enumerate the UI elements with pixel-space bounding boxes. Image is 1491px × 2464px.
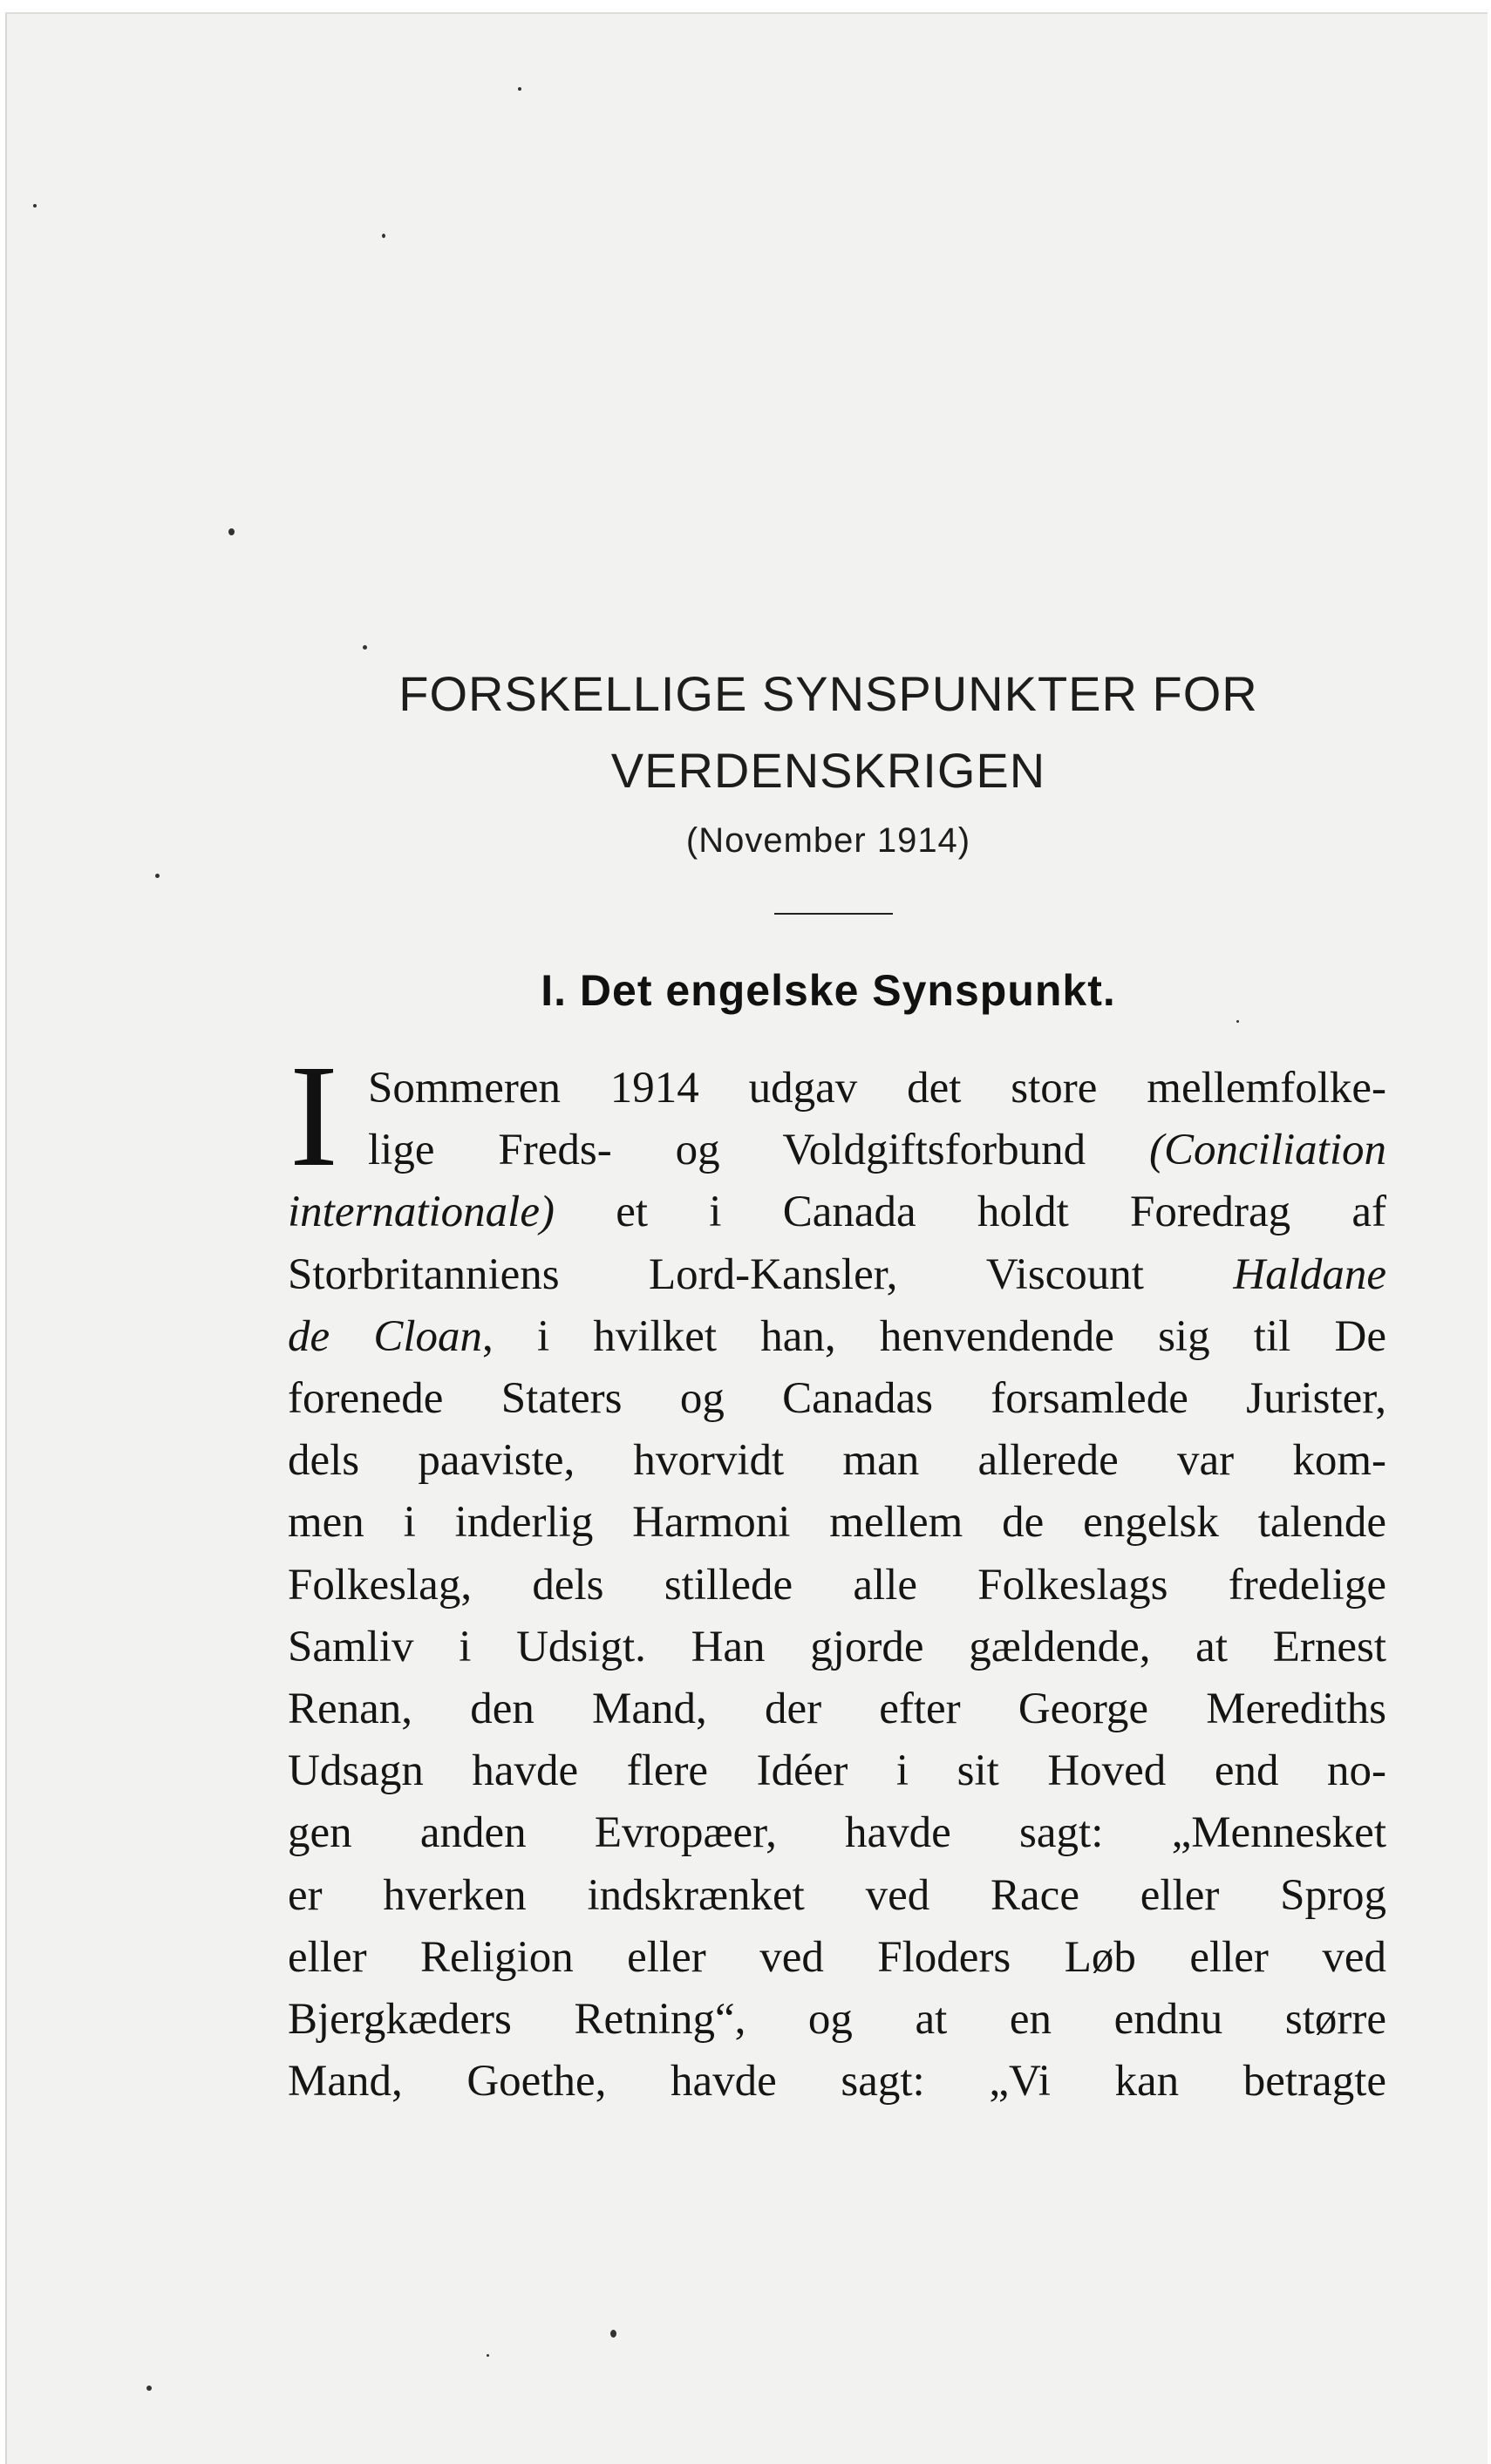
text-line: er hverken indskrænket ved Race eller Sprog bbox=[288, 1870, 1386, 1920]
text-line: internationale) et i Canada holdt Foredrag af bbox=[288, 1188, 1386, 1237]
text-line: forenede Staters og Canadas forsamlede Jurister, bbox=[288, 1374, 1386, 1424]
italic-name: de Cloan bbox=[288, 1311, 483, 1361]
document-title bbox=[0, 656, 1491, 809]
body-paragraph bbox=[288, 1058, 1386, 2113]
paper-speck bbox=[382, 234, 385, 238]
text-line: eller Religion eller ved Floders Løb eller ved bbox=[288, 1932, 1386, 1982]
paper-speck bbox=[1236, 1020, 1239, 1023]
document-date: (November 1914) bbox=[685, 821, 971, 860]
section-heading: I. Det engelske Synspunkt. bbox=[541, 966, 1116, 1015]
italic-term: internationale) bbox=[288, 1188, 555, 1237]
italic-name: Haldane bbox=[1233, 1249, 1386, 1299]
title-line-1: FORSKELLIGE SYNSPUNKTER FOR bbox=[398, 666, 1258, 721]
text-line: gen anden Evropæer, havde sagt: „Mennesket bbox=[288, 1808, 1386, 1858]
text-line: Mand, Goethe, havde sagt: „Vi kan betragte bbox=[288, 2057, 1386, 2107]
text-line: de Cloan, i hvilket han, henvendende sig til De bbox=[288, 1311, 1386, 1361]
title-line-2: VERDENSKRIGEN bbox=[610, 743, 1046, 798]
text-line: Bjergkæders Retning“, og at en endnu større bbox=[288, 1995, 1386, 2045]
text-line: men i inderlig Harmoni mellem de engelsk talende bbox=[288, 1498, 1386, 1548]
text-line: Sommeren 1914 udgav det store mellemfolke- bbox=[368, 1064, 1386, 1113]
text-line: Renan, den Mand, der efter George Merediths bbox=[288, 1685, 1386, 1734]
paper-speck bbox=[228, 528, 235, 535]
text-line: dels paaviste, hvorvidt man allerede var kom- bbox=[288, 1436, 1386, 1486]
drop-cap: I bbox=[289, 1035, 338, 1197]
text-line: Samliv i Udsigt. Han gjorde gældende, at Ernest bbox=[288, 1622, 1386, 1671]
paper-speck bbox=[610, 2330, 616, 2338]
text-line: Folkeslag, dels stillede alle Folkeslags fredelige bbox=[288, 1560, 1386, 1610]
italic-term: (Conciliation bbox=[1149, 1126, 1386, 1175]
paper-speck bbox=[518, 87, 521, 91]
paper-speck bbox=[155, 874, 160, 878]
paper-speck bbox=[146, 2386, 152, 2391]
paper-speck bbox=[363, 645, 367, 650]
paper-speck bbox=[33, 204, 37, 208]
paper-speck bbox=[487, 2354, 489, 2357]
text-line: Udsagn havde flere Idéer i sit Hoved end no- bbox=[288, 1746, 1386, 1796]
divider-rule bbox=[774, 913, 893, 915]
text-line: lige Freds- og Voldgiftsforbund (Conciliation bbox=[368, 1126, 1386, 1175]
text-line: Storbritanniens Lord-Kansler, Viscount Haldane bbox=[288, 1249, 1386, 1299]
